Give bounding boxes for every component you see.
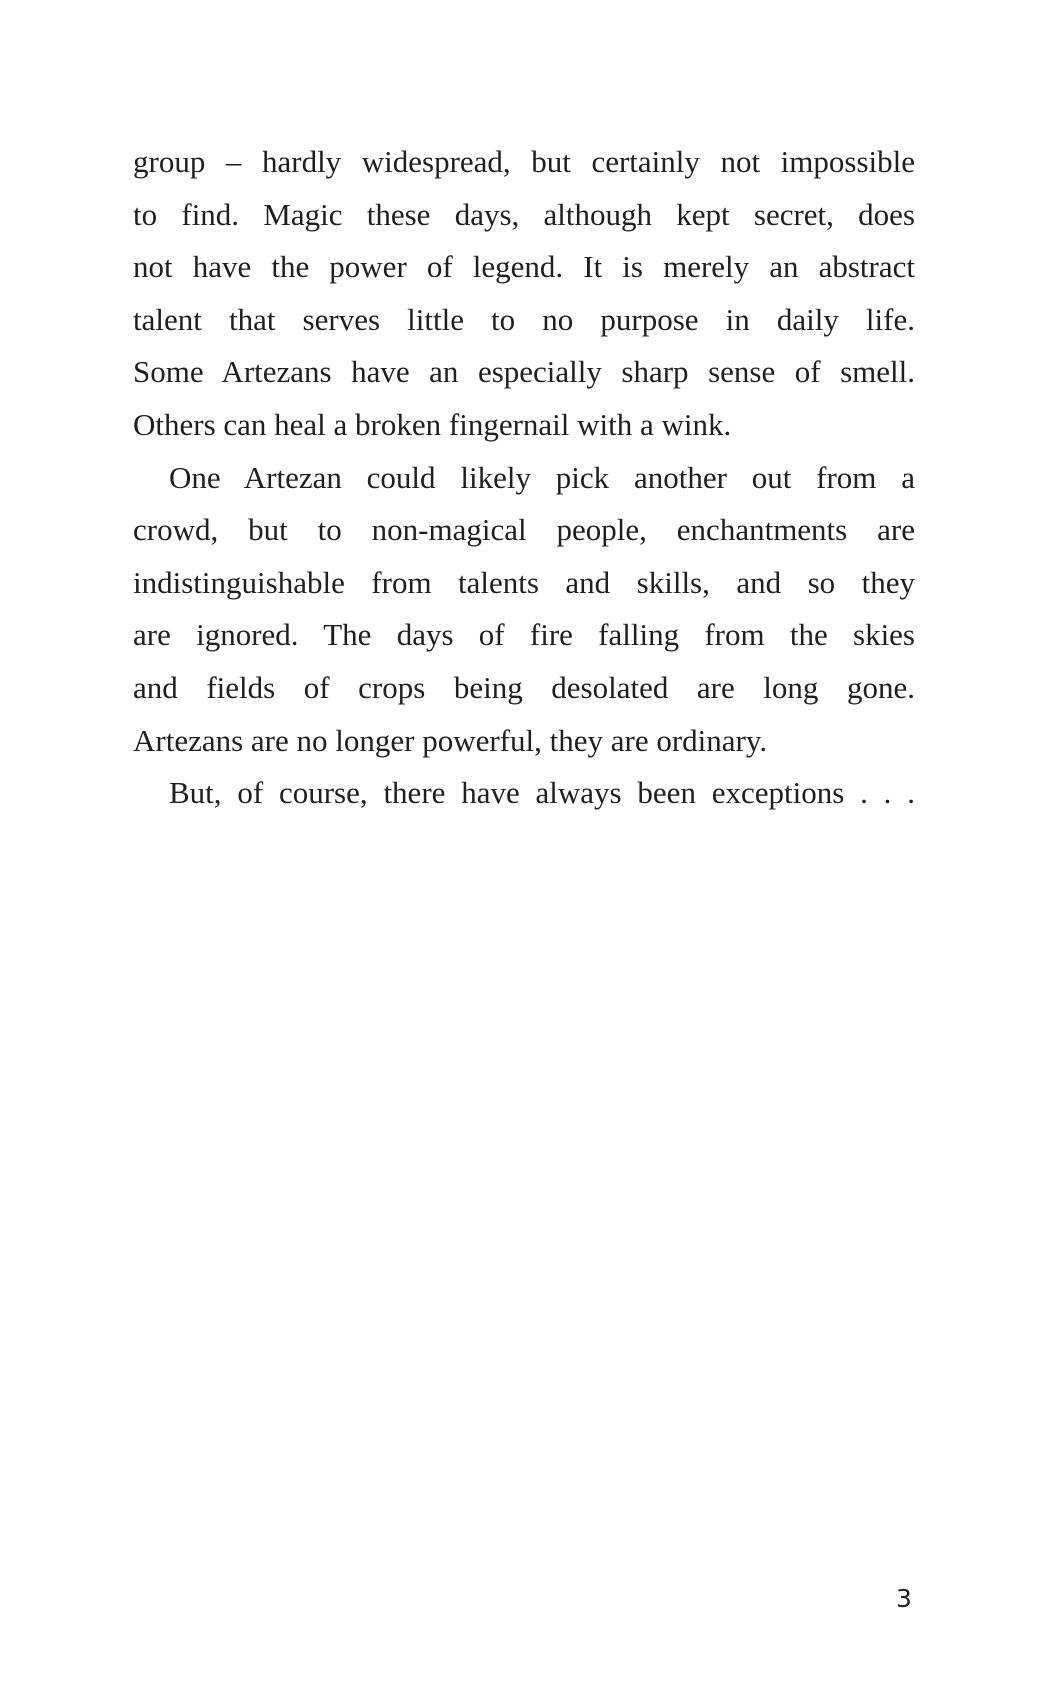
paragraph-1-line-1: group – hardly widespread, but certainly not impossible	[133, 144, 915, 179]
paragraph-2-line-4: are ignored. The days of fire falling from the skies	[133, 617, 915, 653]
paragraph-2-line-6: Artezans are no longer powerful, they are ordinary.	[133, 722, 768, 758]
paragraph-1-line-2: to find. Magic these days, although kept secret, does	[133, 196, 915, 232]
paragraph-1-line-3: not have the power of legend. It is merely an abstract	[133, 249, 915, 285]
body-text	[133, 136, 915, 820]
page-number: 3	[896, 1584, 912, 1613]
paragraph-2-line-1: One Artezan could likely pick another out from a	[169, 459, 915, 495]
paragraph-2-line-3: indistinguishable from talents and skills, and so they	[133, 564, 915, 600]
paragraph-1-line-4: talent that serves little to no purpose in daily life.	[133, 301, 915, 337]
paragraph-2-line-2: crowd, but to non-magical people, enchantments are	[133, 512, 915, 548]
paragraph-1-line-5: Some Artezans have an especially sharp sense of smell.	[133, 354, 915, 390]
paragraph-3-line-1: But, of course, there have always been exceptions . . .	[169, 775, 915, 811]
paragraph-2-line-5: and fields of crops being desolated are long gone.	[133, 669, 915, 705]
paragraph-1-line-6: Others can heal a broken fingernail with a wink.	[133, 406, 732, 442]
